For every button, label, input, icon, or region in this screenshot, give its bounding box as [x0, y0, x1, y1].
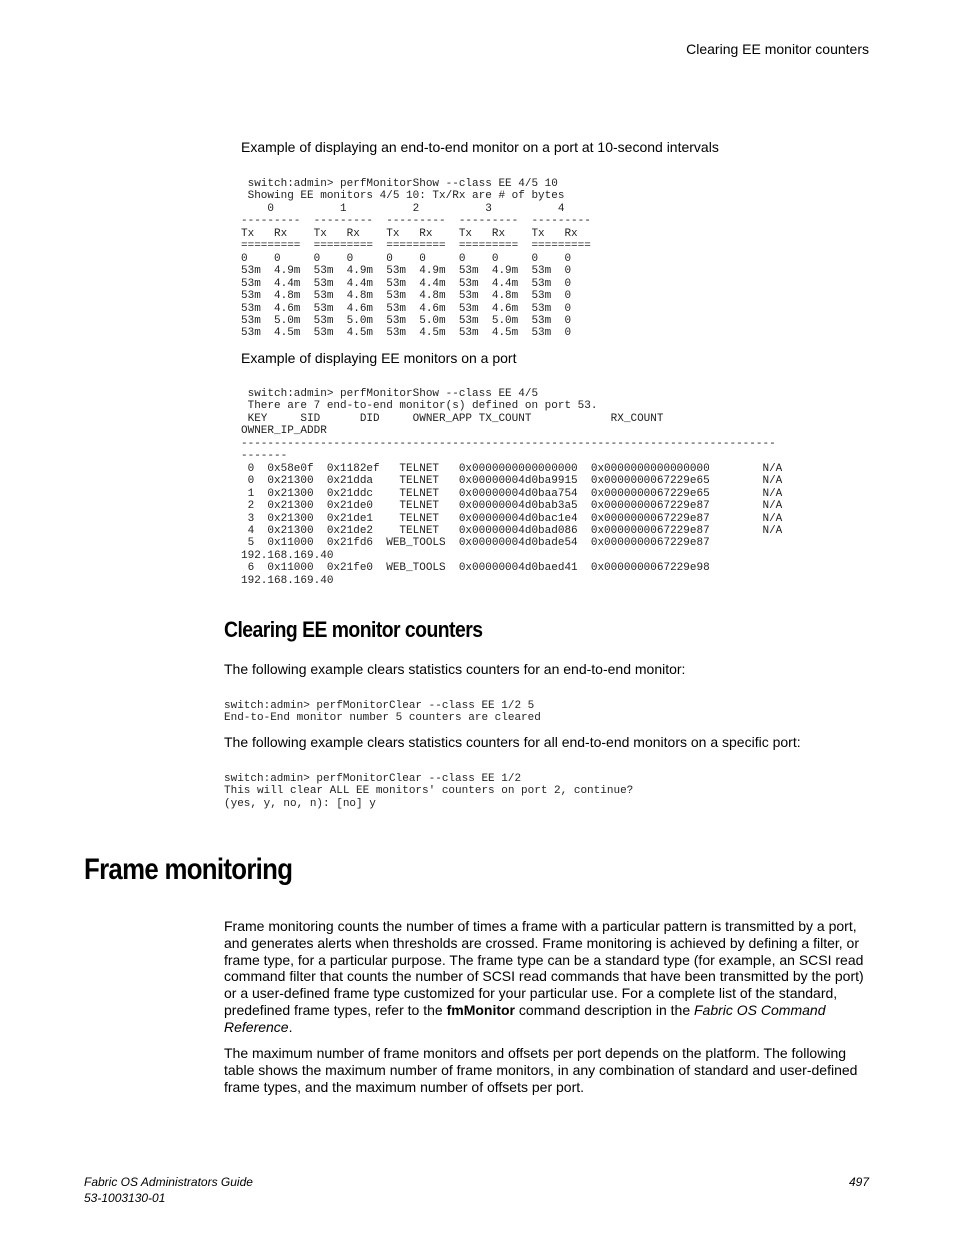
footer-page-number: 497	[848, 1175, 869, 1189]
frame-limits-paragraph: The maximum number of frame monitors and offsets per port depends on the platform. The following table shows the maximum number of frame monitors, in any combination of standard and user-defined frame types, and the maximum number of offsets per port.	[224, 1045, 858, 1095]
reference-title: Fabric OS Command Reference	[224, 1001, 826, 1035]
running-header: Clearing EE monitor counters	[686, 41, 869, 57]
footer-doc-title: Fabric OS Administrators Guide	[84, 1175, 253, 1189]
code-block-clear-all: switch:admin> perfMonitorClear --class EE 1/2 This will clear ALL EE monitors' counters on port 2, continue? (yes, y, no, n): [no] y	[224, 773, 634, 810]
clear-intro-single: The following example clears statistics counters for an end-to-end monitor:	[224, 661, 686, 677]
footer-doc-number: 53-1003130-01	[84, 1191, 166, 1205]
command-name: fmMonitor	[446, 1001, 516, 1018]
chapter-heading-frame-monitoring: Frame monitoring	[84, 853, 293, 886]
para-text: .	[288, 1018, 293, 1035]
example-caption-interval: Example of displaying an end-to-end monitor on a port at 10-second intervals	[241, 139, 719, 155]
example-caption-port: Example of displaying EE monitors on a port	[241, 350, 517, 366]
code-block-monitor-interval: switch:admin> perfMonitorShow --class EE 4/5 10 Showing EE monitors 4/5 10: Tx/Rx are # of bytes 0 1 2 3 4 --------- --------- --------- --------- --------- Tx Rx Tx Rx Tx Rx Tx Rx Tx Rx ========= ========= ========= ========= ========= 0 0 0 0 0 0 0 0 0 0 53m 4.9m 53m 4.9m 53m 4.9m 53m 4.9m 53m 0 53m 4.4m 53m 4.4m 53m 4.4m 53m 4.4m 53m 0 53m 4.8m 53m 4.8m 53m 4.8m 53m 4.8m 53m 0 53m 4.6m 53m 4.6m 53m 4.6m 53m 4.6m 53m 0 53m 5.0m 53m 5.0m 53m 5.0m 53m 5.0m 53m 0 53m 4.5m 53m 4.5m 53m 4.5m 53m 4.5m 53m 0	[241, 178, 591, 340]
section-heading-clearing: Clearing EE monitor counters	[224, 617, 483, 642]
code-block-monitor-port: switch:admin> perfMonitorShow --class EE 4/5 There are 7 end-to-end monitor(s) defined on port 53. KEY SID DID OWNER_APP TX_COUNT RX_COUNT OWNER_IP_ADDR --------------------------------------------------------------------------------- ------- 0 0x58e0f 0x1182ef TELNET 0x0000000000000000 0x0000000000000000 N/A 0 0x21300 0x21dda TELNET 0x00000004d0ba9915 0x0000000067229e65 N/A 1 0x21300 0x21ddc TELNET 0x00000004d0baa754 0x0000000067229e65 N/A 2 0x21300 0x21de0 TELNET 0x00000004d0bab3a5 0x0000000067229e87 N/A 3 0x21300 0x21de1 TELNET 0x00000004d0bac1e4 0x0000000067229e87 N/A 4 0x21300 0x21de2 TELNET 0x00000004d0bad086 0x0000000067229e87 N/A 5 0x11000 0x21fd6 WEB_TOOLS 0x00000004d0bade54 0x0000000067229e87 192.168.169.40 6 0x11000 0x21fe0 WEB_TOOLS 0x00000004d0baed41 0x0000000067229e98 192.168.169.40	[241, 388, 783, 587]
clear-intro-all: The following example clears statistics counters for all end-to-end monitors on a specific port:	[224, 734, 801, 750]
para-text: command description in the	[515, 1001, 694, 1018]
para-text: Frame monitoring counts the number of times a frame with a particular pattern is transmitted by a port, and generates alerts when thresholds are crossed. Frame monitoring is achieved by defining a filter, or frame type, for a particular purpose. The frame type can be a standard type (for example, an SCSI read command filter that counts the number of SCSI read commands that have been transmitted by the port) or a user-defined frame type customized for your particular use. For a complete list of the standard, predefined frame types, refer to the	[224, 918, 864, 1018]
frame-monitoring-paragraph	[224, 918, 869, 1036]
code-block-clear-single: switch:admin> perfMonitorClear --class EE 1/2 5 End-to-End monitor number 5 counters are cleared	[224, 700, 541, 725]
